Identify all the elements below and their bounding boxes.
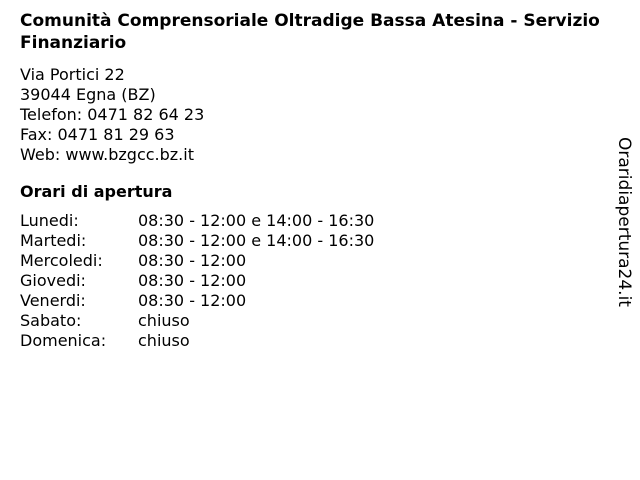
hours-row-tuesday xyxy=(20,231,610,251)
address-block xyxy=(20,65,610,165)
city-postal: 39044 Egna (BZ) xyxy=(20,85,156,104)
time-value: 08:30 - 12:00 xyxy=(138,251,247,270)
website: Web: www.bzgcc.bz.it xyxy=(20,145,194,164)
hours-row-saturday xyxy=(20,311,610,331)
day-label: Martedi: xyxy=(20,231,87,250)
day-label: Giovedi: xyxy=(20,271,86,290)
day-label: Sabato: xyxy=(20,311,82,330)
opening-hours-table xyxy=(20,211,610,351)
business-card xyxy=(20,10,610,351)
fax-number: Fax: 0471 81 29 63 xyxy=(20,125,175,144)
day-label: Venerdi: xyxy=(20,291,86,310)
time-value: chiuso xyxy=(138,331,190,350)
site-watermark: Oraridiapertura24.it xyxy=(614,137,634,307)
time-value: 08:30 - 12:00 xyxy=(138,291,247,310)
time-value: 08:30 - 12:00 e 14:00 - 16:30 xyxy=(138,231,375,250)
phone-number: Telefon: 0471 82 64 23 xyxy=(20,105,205,124)
hours-row-wednesday xyxy=(20,251,610,271)
hours-heading: Orari di apertura xyxy=(20,182,173,201)
day-label: Lunedi: xyxy=(20,211,79,230)
hours-row-thursday xyxy=(20,271,610,291)
hours-row-friday xyxy=(20,291,610,311)
time-value: 08:30 - 12:00 e 14:00 - 16:30 xyxy=(138,211,375,230)
day-label: Mercoledi: xyxy=(20,251,103,270)
hours-row-sunday xyxy=(20,331,610,351)
time-value: 08:30 - 12:00 xyxy=(138,271,247,290)
time-value: chiuso xyxy=(138,311,190,330)
business-title: Comunità Comprensoriale Oltradige Bassa Atesina - Servizio Finanziario xyxy=(20,11,600,53)
hours-row-monday xyxy=(20,211,610,231)
day-label: Domenica: xyxy=(20,331,107,350)
street-address: Via Portici 22 xyxy=(20,65,125,84)
